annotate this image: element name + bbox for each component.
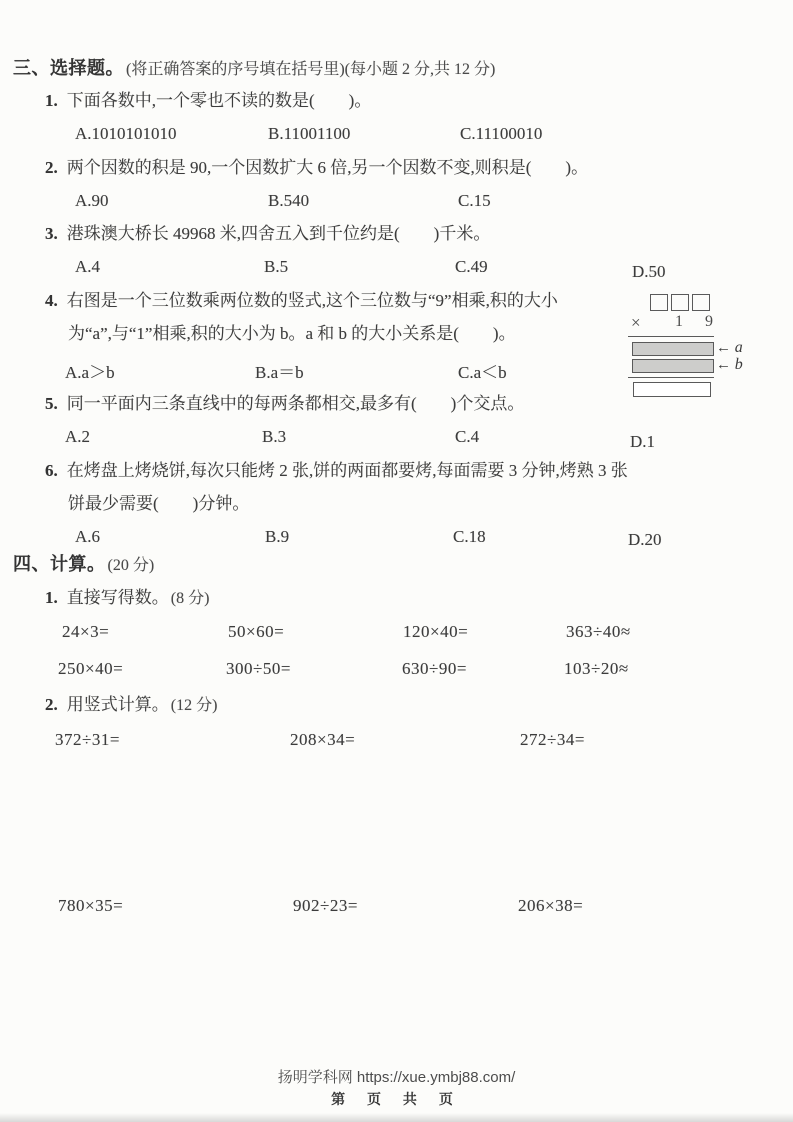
vertical-expression: 272÷34= [520,730,585,749]
question-6-options [0,527,793,553]
question-6-line-2 [68,493,249,515]
question-3-options [0,257,793,283]
oral-expression: 24×3= [62,622,110,641]
section-choice-heading-line [13,57,495,81]
rule-line-top [628,336,714,337]
question-4-text-line-1: 右图是一个三位数乘两位数的竖式,这个三位数与“9”相乘,积的大小 [66,291,558,310]
oral-expression: 250×40= [58,659,124,678]
section-calc-heading-line [13,553,154,577]
vertical-expression: 372÷31= [55,730,120,749]
multiplier-digits: 1 9 [675,313,722,330]
question-3-option-d: D.50 [632,262,666,281]
question-4-option-c: C.a＜b [458,363,507,382]
question-1-option-c: C.11100010 [460,124,543,143]
question-5-option-c: C.4 [455,427,480,446]
rule-line-bottom [628,377,714,378]
question-6-text-line-2: 饼最少需要( )分钟。 [68,494,250,513]
question-2-options [0,191,793,217]
subsection-vertical-title-line [45,694,217,717]
final-product-bar [633,382,711,397]
oral-expression: 103÷20≈ [564,659,629,678]
arrow-left-icon: ← [716,340,731,356]
question-6-number: 6. [45,461,58,480]
multiplication-diagram [626,292,776,404]
question-5-text: 同一平面内三条直线中的每两条都相交,最多有( )个交点。 [66,394,525,413]
section-choice-heading-note: (将正确答案的序号填在括号里)(每小题 2 分,共 12 分) [126,61,496,78]
oral-expression: 300÷50= [226,659,291,678]
question-6-option-d: D.20 [628,530,662,549]
question-4-option-b: B.a＝b [255,363,304,382]
vertical-row-2 [0,896,793,922]
question-2-option-c: C.15 [458,191,491,210]
question-5-number: 5. [45,394,58,413]
question-6-text-line-1: 在烤盘上烤烧饼,每次只能烤 2 张,饼的两面都要烤,每面需要 3 分钟,烤熟 3 张 [66,461,628,480]
question-2-option-b: B.540 [268,191,310,210]
question-6-option-a: A.6 [75,527,101,546]
oral-expression: 363÷40≈ [566,622,631,641]
question-4-number: 4. [45,291,58,310]
subsection-oral-note: (8 分) [170,590,210,607]
question-1-text: 下面各数中,一个零也不读的数是( )。 [66,91,372,110]
subsection-vertical-title: 用竖式计算。 [66,695,169,714]
digit-boxes [650,294,710,311]
digit-box [671,294,689,311]
subsection-vertical-note: (12 分) [170,697,218,714]
question-2 [45,157,588,179]
times-sign: × [631,313,641,332]
digit-box [650,294,668,311]
footer-site-credit: 扬明学科网 https://xue.ymbj88.com/ [277,1069,516,1086]
subsection-vertical-number: 2. [45,695,58,714]
vertical-row-1 [0,730,793,756]
oral-expression: 50×60= [228,622,285,641]
label-b: b [734,356,743,373]
question-5-option-a: A.2 [65,427,91,446]
question-5-option-b: B.3 [262,427,287,446]
question-5 [45,393,524,415]
section-calc-heading-note: (20 分) [107,557,155,574]
oral-row-2 [0,659,793,685]
label-a-pointer [716,339,743,357]
subsection-oral-number: 1. [45,588,58,607]
question-4-text-line-2: 为“a”,与“1”相乘,积的大小为 b。a 和 b 的大小关系是( )。 [68,324,516,343]
oral-expression: 120×40= [403,622,469,641]
arrow-left-icon: ← [716,357,731,373]
question-6-line-1 [45,460,628,482]
digit-box [692,294,710,311]
label-b-pointer [716,356,743,374]
question-6-option-c: C.18 [453,527,486,546]
label-a: a [734,339,743,356]
question-3-option-c: C.49 [455,257,488,276]
question-4-line-1 [45,290,558,312]
question-4-line-2 [68,323,516,345]
question-3 [45,223,490,245]
question-1-option-b: B.11001100 [268,124,351,143]
vertical-expression: 780×35= [58,896,124,915]
question-1 [45,90,371,112]
question-5-option-d: D.1 [630,432,656,451]
vertical-expression: 206×38= [518,896,584,915]
question-6-option-b: B.9 [265,527,290,546]
oral-row-1 [0,622,793,648]
question-2-option-a: A.90 [75,191,109,210]
question-2-text: 两个因数的积是 90,一个因数扩大 6 倍,另一个因数不变,则积是( )。 [66,158,589,177]
vertical-expression: 208×34= [290,730,356,749]
oral-expression: 630÷90= [402,659,467,678]
question-3-text: 港珠澳大桥长 49968 米,四舍五入到千位约是( )千米。 [66,224,491,243]
question-3-number: 3. [45,224,58,243]
question-3-option-a: A.4 [75,257,101,276]
question-2-number: 2. [45,158,58,177]
question-5-options [0,427,793,453]
partial-product-a-bar [632,342,714,356]
question-1-option-a: A.1010101010 [75,124,177,143]
section-choice-heading: 三、选择题。 [13,58,124,78]
question-4-option-a: A.a＞b [65,363,115,382]
partial-product-b-bar [632,359,714,373]
footer-page-number: 第 页 共 页 [331,1091,462,1107]
question-3-option-b: B.5 [264,257,289,276]
question-1-options [0,124,793,150]
question-1-number: 1. [45,91,58,110]
section-calc-heading: 四、计算。 [13,554,106,574]
vertical-expression: 902÷23= [293,896,358,915]
subsection-oral-title-line [45,587,209,610]
subsection-oral-title: 直接写得数。 [66,588,169,607]
